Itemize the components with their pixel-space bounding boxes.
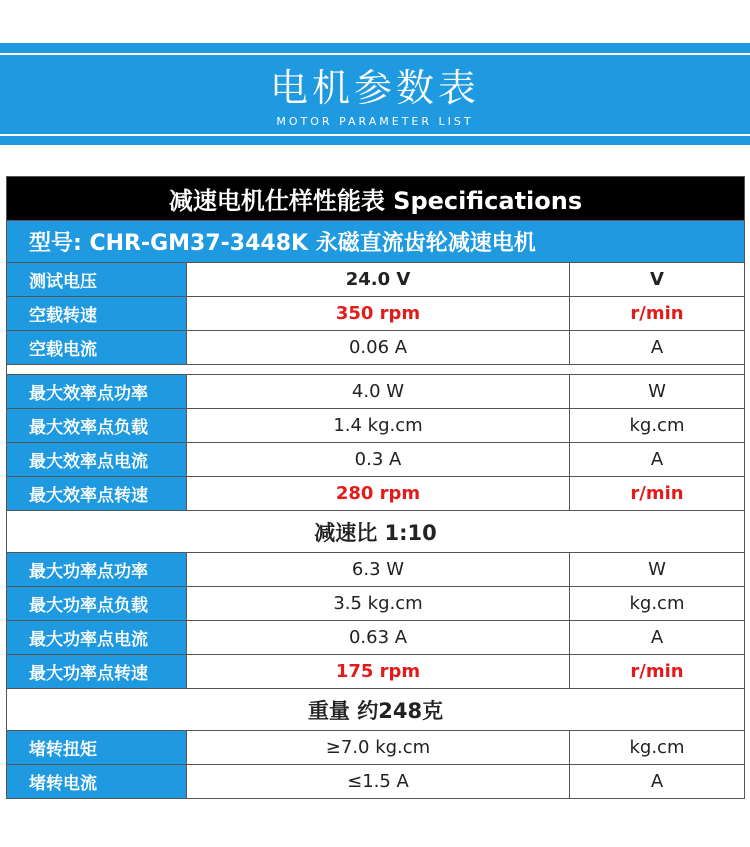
table-title-row xyxy=(7,177,745,221)
row-label: 空载电流 xyxy=(7,331,187,364)
table-row xyxy=(7,621,745,655)
table-row xyxy=(7,553,745,587)
row-label: 堵转电流 xyxy=(7,765,187,798)
row-label: 最大功率点负载 xyxy=(7,587,187,620)
row-unit: r/min xyxy=(570,655,745,688)
row-value: 0.63 A xyxy=(187,621,570,654)
row-unit: V xyxy=(570,263,745,296)
table-row xyxy=(7,655,745,689)
row-label: 空载转速 xyxy=(7,297,187,330)
banner-top-line xyxy=(0,53,750,55)
spec-table xyxy=(6,176,745,799)
row-label: 最大效率点功率 xyxy=(7,375,187,408)
row-value: 0.3 A xyxy=(187,443,570,476)
row-unit: A xyxy=(570,621,745,654)
row-unit: kg.cm xyxy=(570,587,745,620)
row-unit: kg.cm xyxy=(570,409,745,442)
row-label: 堵转扭矩 xyxy=(7,731,187,764)
row-unit: r/min xyxy=(570,477,745,510)
row-unit: A xyxy=(570,331,745,364)
table-row xyxy=(7,331,745,365)
table-row xyxy=(7,263,745,297)
row-value: 175 rpm xyxy=(187,655,570,688)
ratio-row xyxy=(7,511,745,553)
row-label: 最大效率点电流 xyxy=(7,443,187,476)
row-value: 24.0 V xyxy=(187,263,570,296)
header-banner xyxy=(0,43,750,145)
row-unit: r/min xyxy=(570,297,745,330)
page-title: 电机参数表 xyxy=(269,66,480,110)
row-value: 4.0 W xyxy=(187,375,570,408)
row-value: 3.5 kg.cm xyxy=(187,587,570,620)
page-subtitle: MOTOR PARAMETER LIST xyxy=(276,115,474,128)
row-unit: A xyxy=(570,443,745,476)
row-unit: W xyxy=(570,553,745,586)
row-unit: W xyxy=(570,375,745,408)
row-value: 6.3 W xyxy=(187,553,570,586)
table-title: 减速电机仕样性能表 Specifications xyxy=(7,177,745,220)
row-label: 测试电压 xyxy=(7,263,187,296)
table-row xyxy=(7,587,745,621)
row-label: 最大效率点转速 xyxy=(7,477,187,510)
row-value: 0.06 A xyxy=(187,331,570,364)
weight-row xyxy=(7,689,745,731)
row-label: 最大功率点转速 xyxy=(7,655,187,688)
table-row xyxy=(7,731,745,765)
model-name: 型号: CHR-GM37-3448K 永磁直流齿轮减速电机 xyxy=(7,221,745,262)
row-unit: kg.cm xyxy=(570,731,745,764)
model-row xyxy=(7,221,745,263)
banner-bottom-line xyxy=(0,134,750,136)
row-value: ≤1.5 A xyxy=(187,765,570,798)
table-row xyxy=(7,443,745,477)
gear-ratio: 减速比 1:10 xyxy=(7,511,745,552)
table-row xyxy=(7,409,745,443)
row-value: ≥7.0 kg.cm xyxy=(187,731,570,764)
table-row xyxy=(7,477,745,511)
table-row xyxy=(7,765,745,799)
row-value: 280 rpm xyxy=(187,477,570,510)
row-value: 350 rpm xyxy=(187,297,570,330)
row-unit: A xyxy=(570,765,745,798)
spacer-cell xyxy=(7,365,745,374)
row-label: 最大功率点电流 xyxy=(7,621,187,654)
row-label: 最大效率点负载 xyxy=(7,409,187,442)
table-row xyxy=(7,297,745,331)
table-row xyxy=(7,375,745,409)
row-label: 最大功率点功率 xyxy=(7,553,187,586)
spacer-row xyxy=(7,365,745,375)
row-value: 1.4 kg.cm xyxy=(187,409,570,442)
weight-value: 重量 约248克 xyxy=(7,689,745,730)
